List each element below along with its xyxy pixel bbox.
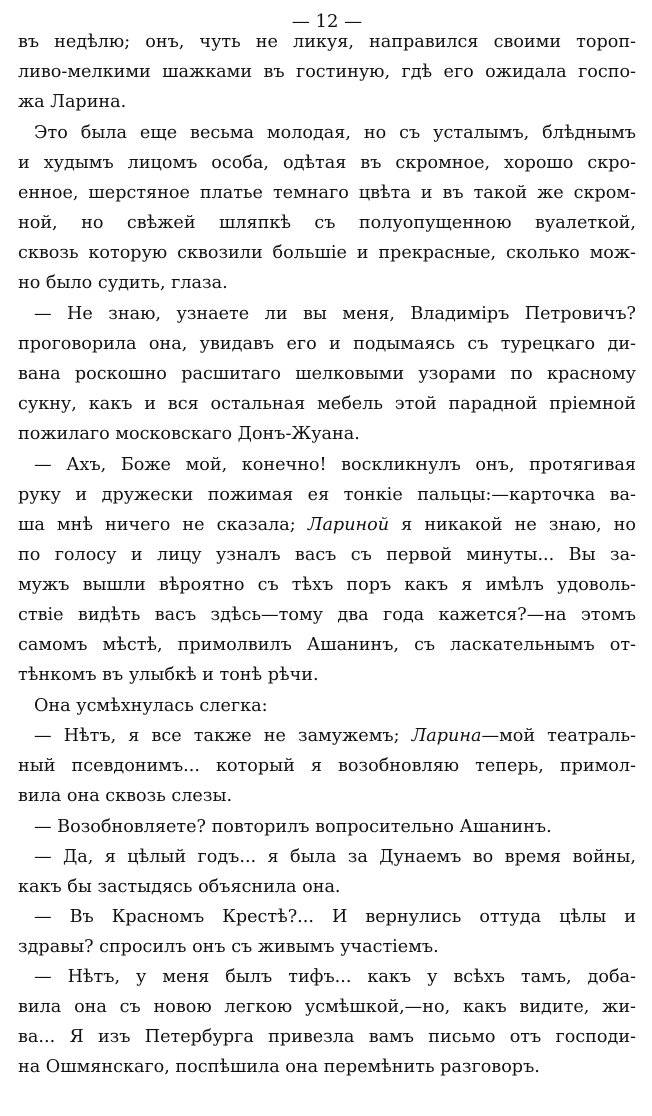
- text-segment: руку и дружески пожимая ея тонкіе пальцы:—карточка ва-: [18, 485, 636, 505]
- text-segment: Она усмѣхнулась слегка:: [34, 696, 268, 716]
- text-segment: ливо-мелкими шажками въ гостиную, гдѣ его ожидала госпо-: [18, 62, 636, 82]
- text-line: [18, 994, 636, 1021]
- text-line: [18, 572, 636, 599]
- text-segment: въ недѣлю; онъ, чуть не ликуя, направился своими тороп-: [18, 32, 636, 52]
- text-segment: пожилаго московскаго Донъ-Жуана.: [18, 424, 360, 444]
- text-line: [34, 452, 636, 479]
- text-segment: — Нѣтъ, я все также не замужемъ;: [34, 726, 412, 746]
- text-line: [34, 904, 636, 931]
- text-line: [34, 964, 636, 991]
- text-line: [18, 512, 636, 539]
- text-segment: — Не знаю, узнаете ли вы меня, Владиміръ Петровичъ?: [34, 304, 636, 324]
- text-segment: проговорила она, увидавъ его и подымаясь съ турецкаго ди-: [18, 334, 636, 354]
- text-line: [18, 391, 636, 418]
- text-segment: самомъ мѣстѣ, примолвилъ Ашанинъ, съ ласкательнымъ от-: [18, 635, 636, 655]
- text-segment: — Ахъ, Боже мой, конечно! воскликнулъ онъ, протягивая: [34, 455, 636, 475]
- text-line: [18, 270, 636, 297]
- text-segment: вила она съ новою легкою усмѣшкой,—но, какъ видите, жи-: [18, 997, 636, 1017]
- text-segment: —мой театраль-: [481, 726, 636, 746]
- text-line: [18, 753, 636, 780]
- text-line: [18, 934, 636, 961]
- text-segment: я никакой не знаю, но: [389, 515, 637, 535]
- text-segment: сквозь которую сквозили большіе и прекрасные, сколько мож-: [18, 243, 636, 263]
- italic-text: Лариной: [307, 515, 390, 535]
- text-line: [18, 180, 636, 207]
- text-line: [34, 301, 636, 328]
- text-segment: — Нѣтъ, у меня былъ тифъ... какъ у всѣхъ тамъ, доба-: [34, 967, 636, 987]
- text-line: [18, 602, 636, 629]
- text-line: [18, 542, 636, 569]
- text-line: [18, 240, 636, 267]
- text-line: [34, 814, 636, 841]
- text-segment: ной, но свѣжей шляпкѣ съ полуопущенною вуалеткой,: [18, 213, 636, 233]
- text-line: [18, 89, 636, 116]
- text-line: [18, 150, 636, 177]
- text-segment: здравы? спросилъ онъ съ живымъ участіемъ.: [18, 937, 439, 957]
- text-line: [18, 59, 636, 86]
- text-line: [18, 361, 636, 388]
- text-segment: ствіе видѣть васъ здѣсь—тому два года кажется?—на этомъ: [18, 605, 636, 625]
- text-segment: — Да, я цѣлый годъ... я была за Дунаемъ во время войны,: [34, 847, 636, 867]
- text-segment: вила она сквозь слезы.: [18, 786, 233, 806]
- text-segment: жа Ларина.: [18, 92, 127, 112]
- text-segment: — Въ Красномъ Крестѣ?... И вернулись оттуда цѣлы и: [34, 907, 636, 927]
- text-segment: сукну, какъ и вся остальная мебель этой парадной пріемной: [18, 394, 636, 414]
- text-line: [18, 783, 636, 810]
- text-segment: вана роскошно расшитаго шелковыми узорами по красному: [18, 364, 636, 384]
- text-segment: мужъ вышли вѣроятно съ тѣхъ поръ какъ я имѣлъ удоволь-: [18, 575, 636, 595]
- text-segment: — Возобновляете? повторилъ вопросительно Ашанинъ.: [34, 817, 552, 837]
- text-line: [34, 120, 636, 147]
- text-segment: ный псевдонимъ... который я возобновляю теперь, примол-: [18, 756, 636, 776]
- text-line: [34, 723, 636, 750]
- text-segment: на Ошмянскаго, поспѣшила она перемѣнить разговоръ.: [18, 1057, 540, 1077]
- book-page: [18, 0, 636, 1116]
- text-line: [18, 874, 636, 901]
- text-line: [18, 1024, 636, 1051]
- text-line: [34, 844, 636, 871]
- italic-text: Ларина: [411, 726, 482, 746]
- text-segment: енное, шерстяное платье темнаго цвѣта и въ такой же скром-: [18, 183, 636, 203]
- text-line: [18, 331, 636, 358]
- text-line: [18, 210, 636, 237]
- text-segment: и худымъ лицомъ особа, одѣтая въ скромное, хорошо скро-: [18, 153, 636, 173]
- text-line: [34, 693, 636, 720]
- text-line: [18, 421, 636, 448]
- text-line: [18, 632, 636, 659]
- text-segment: но было судить, глаза.: [18, 273, 228, 293]
- text-segment: по голосу и лицу узналъ васъ съ первой минуты... Вы за-: [18, 545, 636, 565]
- text-segment: тѣнкомъ въ улыбкѣ и тонѣ рѣчи.: [18, 665, 319, 685]
- text-segment: Это была еще весьма молодая, но съ усталымъ, блѣднымъ: [34, 123, 636, 143]
- page-number: — 12 —: [291, 11, 363, 32]
- text-line: [18, 29, 636, 56]
- text-line: [18, 1054, 636, 1081]
- text-segment: какъ бы застыдясь объяснила она.: [18, 877, 341, 897]
- text-segment: ва... Я изъ Петербурга привезла вамъ письмо отъ господи-: [18, 1027, 636, 1047]
- text-line: [18, 662, 636, 689]
- text-line: [18, 482, 636, 509]
- text-segment: ша мнѣ ничего не сказала;: [18, 515, 308, 535]
